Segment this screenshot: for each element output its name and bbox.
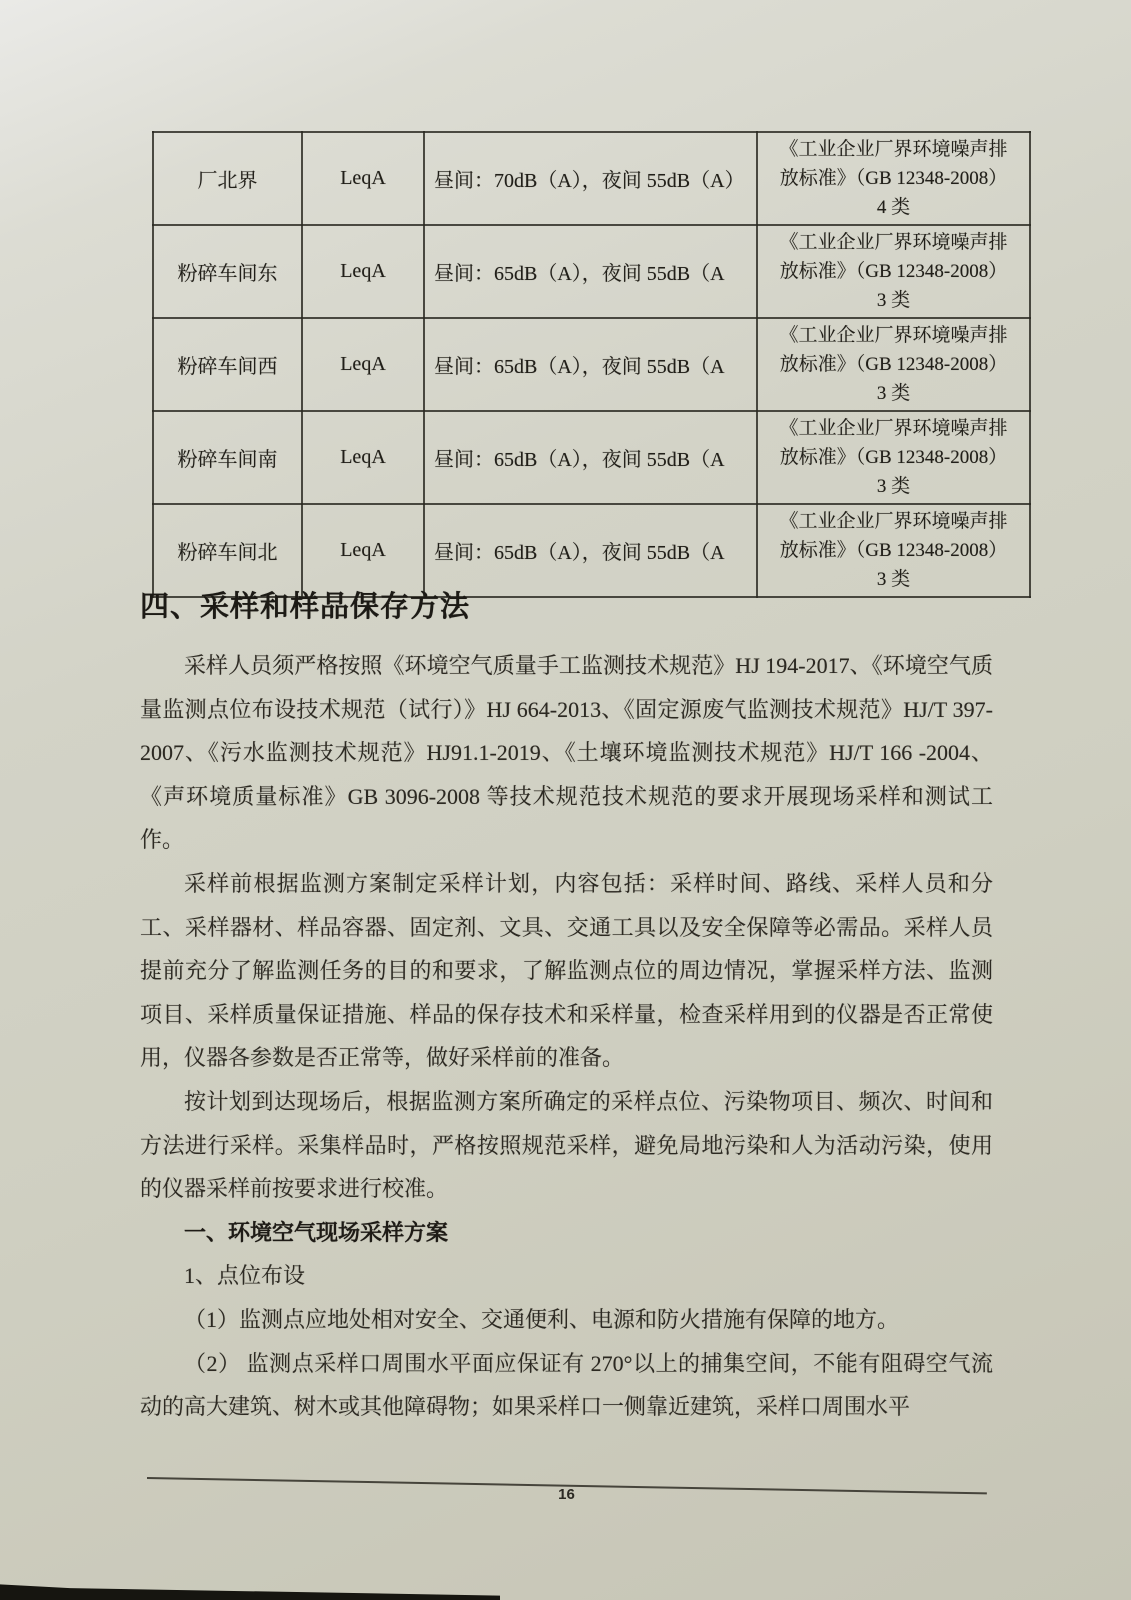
standard-class: 3 类 (876, 569, 911, 590)
cell-metric: LeqA (302, 225, 424, 318)
standard-line: 《工业企业厂界环境噪声排 (779, 418, 1008, 439)
noise-limits-table (152, 131, 1031, 598)
standard-class: 3 类 (876, 290, 911, 311)
table-row (153, 318, 1030, 411)
cell-location: 粉碎车间西 (153, 318, 302, 411)
page-number: 16 (558, 1486, 575, 1503)
cell-location: 粉碎车间北 (153, 504, 302, 597)
paragraph: 按计划到达现场后，根据监测方案所确定的采样点位、污染物项目、频次、时间和方法进行采样。采集样品时，严格按照规范采样，避免局地污染和人为活动污染，使用的仪器采样前按要求进行校准。 (140, 1088, 993, 1202)
body-text (140, 644, 993, 1429)
standard-class: 3 类 (876, 383, 911, 404)
paragraph: 采样前根据监测方案制定采样计划，内容包括：采样时间、路线、采样人员和分工、采样器材、样品容器、固定剂、文具、交通工具以及安全保障等必需品。采样人员提前充分了解监测任务的目的和要求，了解监测点位的周边情况，掌握采样方法、监测项目、采样质量保证措施、样品的保存技术和采样量，检查采样用到的仪器是否正常使用，仪器各参数是否正常等，做好采样前的准备。 (140, 870, 993, 1071)
cell-limit: 昼间：70dB（A），夜间 55dB（A） (424, 132, 757, 225)
standard-line: 《工业企业厂界环境噪声排 (779, 139, 1008, 160)
paragraph: 采样人员须严格按照《环境空气质量手工监测技术规范》HJ 194-2017、《环境空气质量监测点位布设技术规范（试行）》HJ 664-2013、《固定源废气监测技术规范》HJ/T 397-2007、《污水监测技术规范》HJ91.1-2019、《土壤环境监测技术规范》HJ/T 166 -2004、《声环境质量标准》GB 3096-2008 等技术规范技术规范的要求开展现场采样和测试工作。 (140, 653, 993, 853)
cell-limit: 昼间：65dB（A），夜间 55dB（A (424, 318, 757, 411)
standard-line: 放标准》（GB 12348-2008） (779, 261, 1008, 282)
cell-limit: 昼间：65dB（A），夜间 55dB（A (424, 225, 757, 318)
standard-line: 放标准》（GB 12348-2008） (779, 168, 1008, 189)
cell-standard (757, 318, 1030, 411)
standard-line: 放标准》（GB 12348-2008） (779, 354, 1008, 375)
standard-class: 3 类 (876, 476, 911, 497)
list-item: （1）监测点应地处相对安全、交通便利、电源和防火措施有保障的地方。 (184, 1306, 900, 1332)
cell-metric: LeqA (302, 132, 424, 225)
standard-line: 《工业企业厂界环境噪声排 (779, 325, 1008, 346)
table-row (153, 411, 1030, 504)
standard-line: 《工业企业厂界环境噪声排 (779, 511, 1008, 532)
standard-class: 4 类 (876, 197, 911, 218)
cell-metric: LeqA (302, 504, 424, 597)
table-row (153, 225, 1030, 318)
numbered-item: 1、点位布设 (184, 1263, 306, 1289)
standard-line: 放标准》（GB 12348-2008） (779, 447, 1008, 468)
cell-metric: LeqA (302, 318, 424, 411)
cell-standard (757, 132, 1030, 225)
list-item: （2） 监测点采样口周围水平面应保证有 270°以上的捕集空间，不能有阻碍空气流动的高大建筑、树木或其他障碍物；如果采样口一侧靠近建筑，采样口周围水平 (140, 1350, 993, 1420)
cell-metric: LeqA (302, 411, 424, 504)
standard-line: 《工业企业厂界环境噪声排 (779, 232, 1008, 253)
section-heading: 四、采样和样品保存方法 (140, 591, 471, 623)
cell-standard (757, 504, 1030, 597)
cell-standard (757, 411, 1030, 504)
cell-limit: 昼间：65dB（A），夜间 55dB（A (424, 411, 757, 504)
cell-location: 粉碎车间东 (153, 225, 302, 318)
table-row (153, 132, 1030, 225)
standard-line: 放标准》（GB 12348-2008） (779, 540, 1008, 561)
scan-edge-artifact (0, 1583, 500, 1600)
cell-limit: 昼间：65dB（A），夜间 55dB（A (424, 504, 757, 597)
cell-location: 厂北界 (153, 132, 302, 225)
cell-standard (757, 225, 1030, 318)
subsection-heading: 一、环境空气现场采样方案 (184, 1219, 449, 1245)
cell-location: 粉碎车间南 (153, 411, 302, 504)
